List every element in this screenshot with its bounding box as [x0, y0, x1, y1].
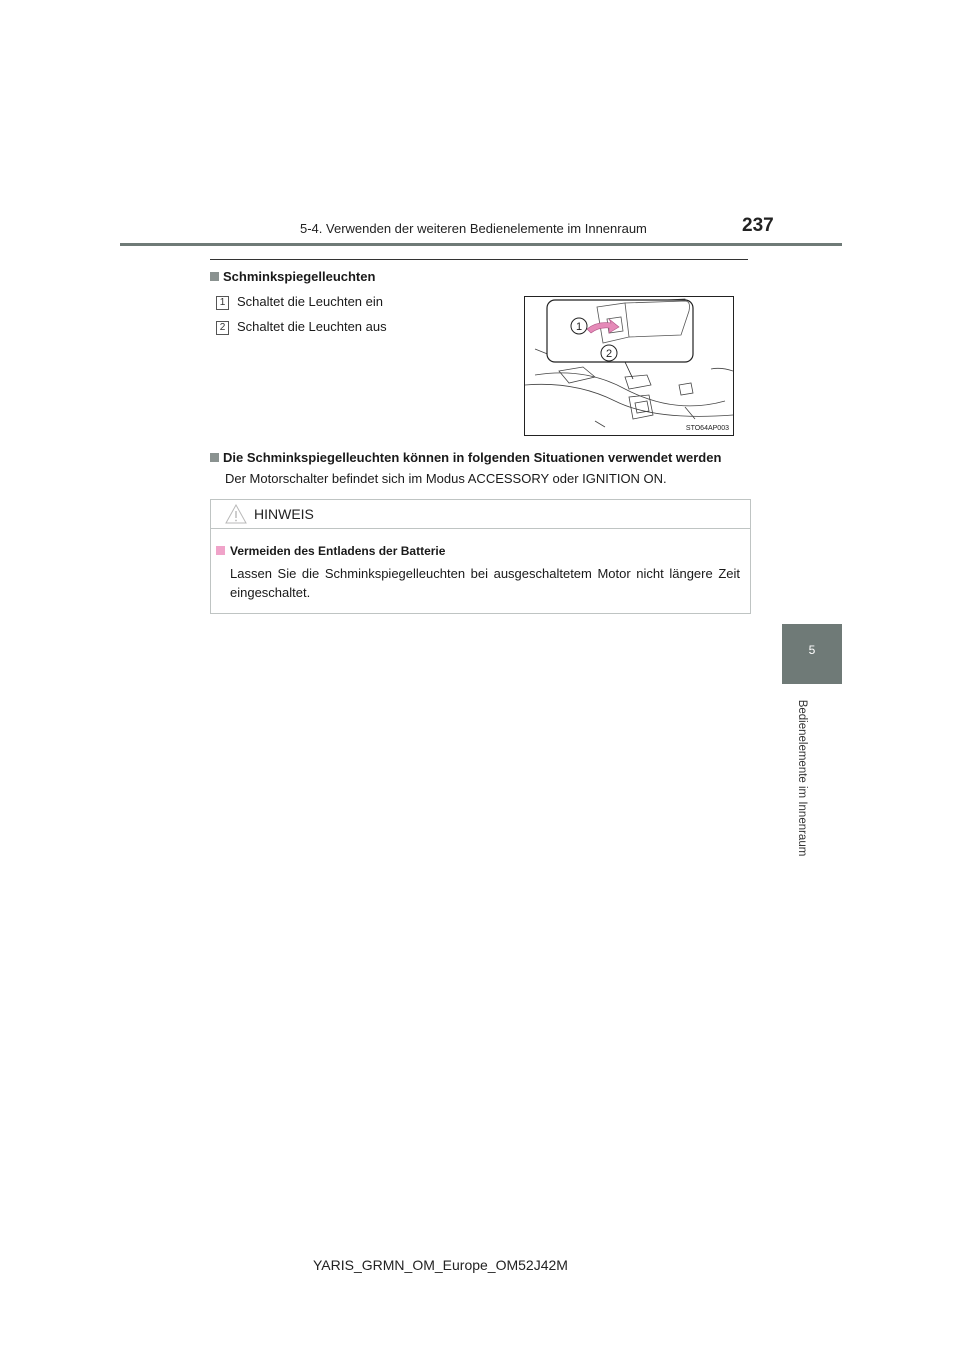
chapter-label: Bedienelemente im Innenraum: [796, 699, 808, 857]
notice-body: Lassen Sie die Schminkspiegelleuchten bei ausgeschaltetem Motor nicht längere Zeit eingeschaltet.: [230, 566, 740, 600]
notice-box: [210, 499, 751, 614]
square-bullet-icon: [216, 546, 225, 555]
usage-conditions-text: Der Motorschalter befindet sich im Modus ACCESSORY oder IGNITION ON.: [225, 471, 667, 486]
section-heading-usage-conditions: Die Schminkspiegelleuchten können in folgenden Situationen verwendet werden: [210, 450, 721, 465]
step-text: Schaltet die Leuchten aus: [237, 319, 387, 334]
notice-header: [211, 500, 750, 529]
document-id: YARIS_GRMN_OM_Europe_OM52J42M: [313, 1257, 568, 1273]
square-bullet-icon: [210, 272, 219, 281]
figure-code: STO64AP003: [685, 425, 729, 432]
square-bullet-icon: [210, 453, 219, 462]
step-text: Schaltet die Leuchten ein: [237, 294, 383, 309]
content-rule: [210, 259, 748, 260]
notice-title: HINWEIS: [254, 506, 314, 522]
section-heading-vanity-lights: Schminkspiegelleuchten: [210, 269, 375, 284]
step-item: [216, 319, 387, 335]
step-number-badge: 1: [216, 296, 229, 310]
chapter-tab: [782, 624, 842, 684]
step-number-badge: 2: [216, 321, 229, 335]
chapter-side-label: [794, 688, 810, 868]
step-item: [216, 294, 383, 310]
chapter-number: 5: [808, 643, 816, 657]
page-number: 237: [742, 215, 774, 236]
callout-2: 2: [605, 348, 613, 360]
vanity-light-illustration: [524, 296, 734, 436]
vanity-mirror-switch-drawing: [525, 297, 733, 435]
section-title: 5-4. Verwenden der weiteren Bedienelemente im Innenraum: [300, 221, 647, 236]
warning-triangle-icon: [225, 504, 247, 524]
notice-subheading: Vermeiden des Entladens der Batterie: [216, 544, 445, 558]
callout-1: 1: [575, 321, 583, 333]
header-rule: [120, 243, 842, 246]
